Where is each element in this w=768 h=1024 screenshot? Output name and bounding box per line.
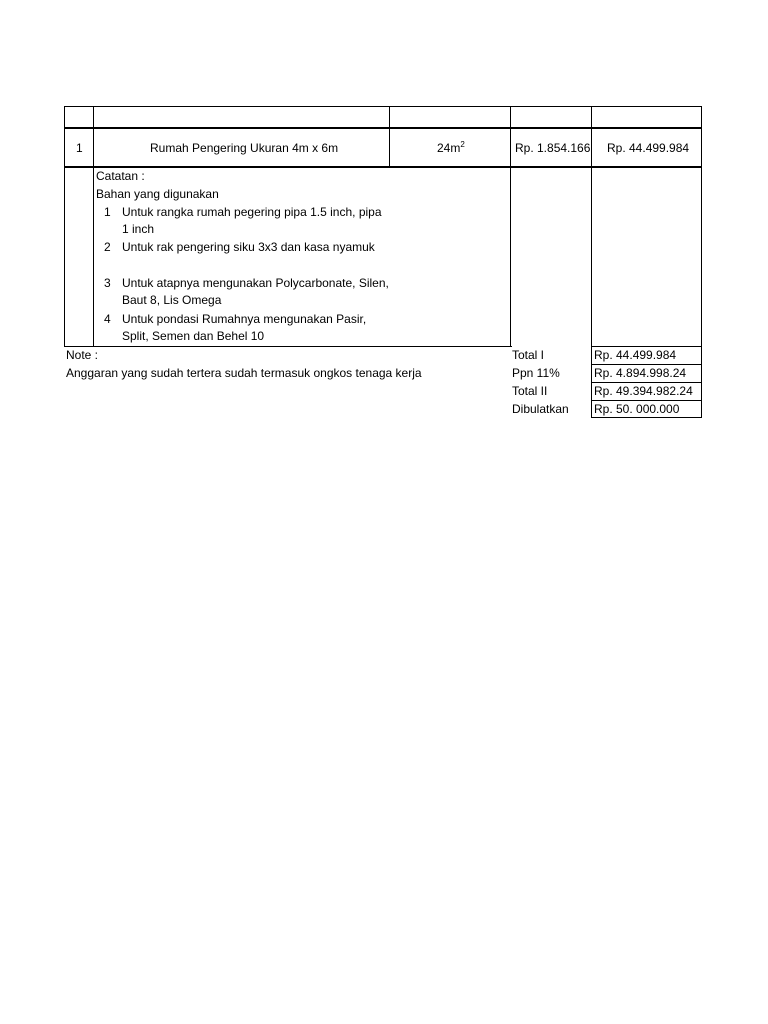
col-divider-3 xyxy=(510,106,511,347)
note-item-4-line2: Split, Semen dan Behel 10 xyxy=(122,329,265,343)
item-volume xyxy=(437,141,465,155)
col-divider-4 xyxy=(591,106,592,347)
header-bottom-border xyxy=(64,127,702,129)
summary-rounded-label: Dibulatkan xyxy=(512,402,569,416)
note-item-1-line1: Untuk rangka rumah pegering pipa 1.5 inch, pipa xyxy=(122,205,382,219)
notes-title: Catatan : xyxy=(96,169,145,183)
note-item-1-line2: 1 inch xyxy=(122,222,155,236)
summary-total-i-value: Rp. 44.499.984 xyxy=(594,348,677,362)
notes-subtitle: Bahan yang digunakan xyxy=(96,187,219,201)
item-unit-price: Rp. 1.854.166 xyxy=(515,141,591,155)
footer-note-label: Note : xyxy=(66,348,99,362)
item-total: Rp. 44.499.984 xyxy=(607,141,690,155)
summary-total-ii-value: Rp. 49.394.982.24 xyxy=(594,384,693,398)
note-item-4-number: 4 xyxy=(104,312,111,326)
item-number: 1 xyxy=(76,141,83,155)
item-row-bottom-border xyxy=(64,166,702,168)
note-item-2-line1: Untuk rak pengering siku 3x3 dan kasa nyamuk xyxy=(122,240,375,254)
item-volume-superscript: 2 xyxy=(460,140,465,149)
note-item-3-line1: Untuk atapnya mengunakan Polycarbonate, Silen, xyxy=(122,276,389,290)
note-item-3-line2: Baut 8, Lis Omega xyxy=(122,293,222,307)
table-bottom-border xyxy=(64,346,512,347)
note-item-3-number: 3 xyxy=(104,276,111,290)
summary-ppn-label: Ppn 11% xyxy=(512,366,560,380)
note-item-1-number: 1 xyxy=(104,205,111,219)
footer-note-text: Anggaran yang sudah tertera sudah termasuk ongkos tenaga kerja xyxy=(66,366,422,380)
note-item-2-number: 2 xyxy=(104,240,111,254)
table-left-border xyxy=(64,106,65,347)
summary-divider-3 xyxy=(592,400,701,401)
summary-rounded-value: Rp. 50. 000.000 xyxy=(594,402,680,416)
item-volume-value: 24m xyxy=(437,141,461,155)
note-item-4-line1: Untuk pondasi Rumahnya mengunakan Pasir, xyxy=(122,312,367,326)
table-right-border xyxy=(701,106,702,347)
col-divider-1 xyxy=(93,106,94,347)
item-description: Rumah Pengering Ukuran 4m x 6m xyxy=(150,141,339,155)
summary-divider-1 xyxy=(592,364,701,365)
summary-total-i-label: Total I xyxy=(512,348,545,362)
summary-total-ii-label: Total II xyxy=(512,384,548,398)
summary-ppn-value: Rp. 4.894.998.24 xyxy=(594,366,687,380)
col-divider-2 xyxy=(389,106,390,168)
summary-divider-2 xyxy=(592,382,701,383)
table-top-border xyxy=(64,106,702,107)
